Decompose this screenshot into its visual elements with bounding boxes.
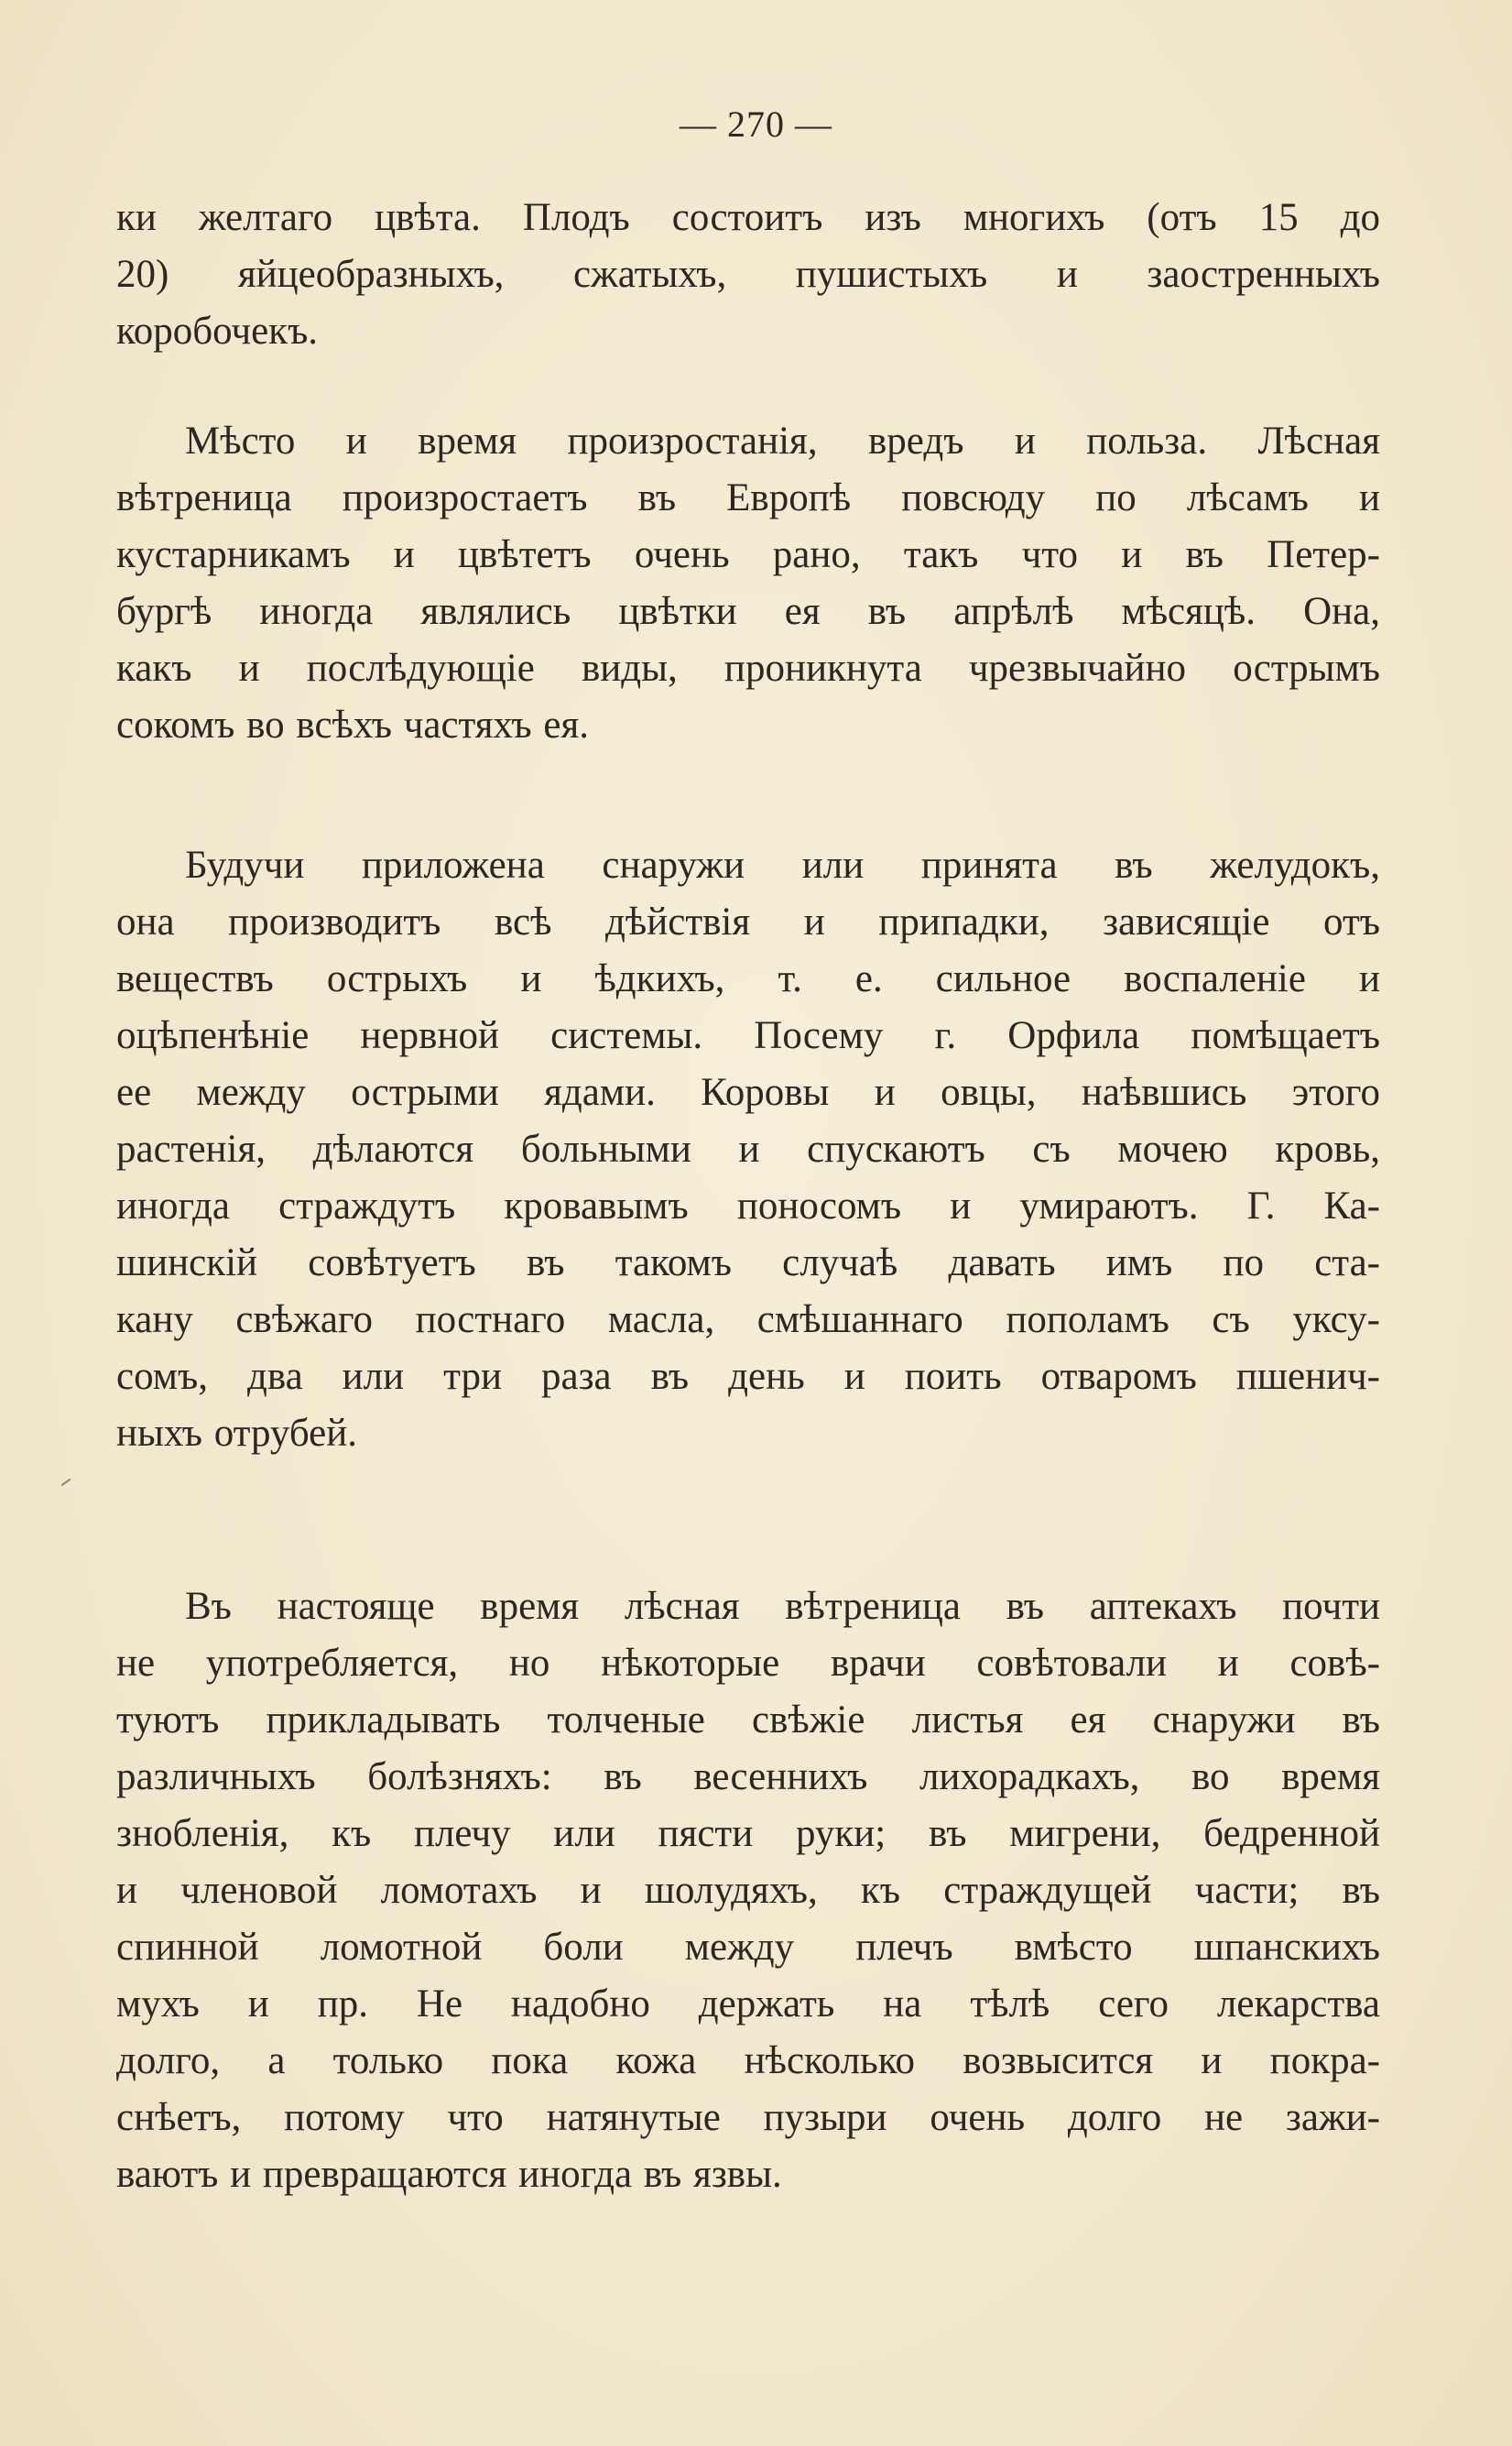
text-line: Мѣсто и время произростанія, вредъ и польза. Лѣсная xyxy=(185,420,1380,463)
text-line: знобленія, къ плечу или пясти руки; въ мигрени, бедренной xyxy=(116,1812,1380,1855)
text-line: коробочекъ. xyxy=(116,310,319,353)
text-line: какъ и послѣдующіе виды, проникнута чрезвычайно острымъ xyxy=(116,647,1380,690)
text-line: мухъ и пр. Не надобно держать на тѣлѣ сего лекарства xyxy=(116,1982,1380,2026)
text-line: различныхъ болѣзняхъ: въ весеннихъ лихорадкахъ, во время xyxy=(116,1755,1380,1798)
text-line: она производитъ всѣ дѣйствія и припадки, зависящіе отъ xyxy=(116,901,1380,944)
paragraph-3 xyxy=(116,837,1380,1462)
text-line: 20) яйцеобразныхъ, сжатыхъ, пушистыхъ и заостренныхъ xyxy=(116,253,1380,296)
text-line: вѣтреница произростаетъ въ Европѣ повсюду по лѣсамъ и xyxy=(116,476,1380,519)
page-number: — 270 — xyxy=(680,104,832,145)
text-line: ее между острыми ядами. Коровы и овцы, наѣвшись этого xyxy=(116,1071,1380,1114)
text-line: оцѣпенѣніе нервной системы. Посему г. Орфила помѣщаетъ xyxy=(116,1014,1380,1057)
text-line: кустарникамъ и цвѣтетъ очень рано, такъ что и въ Петер- xyxy=(116,533,1380,576)
text-line: спинной ломотной боли между плечъ вмѣсто шпанскихъ xyxy=(116,1926,1380,1969)
paragraph-4 xyxy=(116,1578,1380,2203)
text-line: снѣетъ, потому что натянутые пузыри очень долго не зажи- xyxy=(116,2096,1380,2139)
text-line: ки желтаго цвѣта. Плодъ состоитъ изъ многихъ (отъ 15 до xyxy=(116,196,1380,239)
text-line: ваютъ и превращаются иногда въ язвы. xyxy=(116,2153,782,2196)
text-line: не употребляется, но нѣкоторые врачи совѣтовали и совѣ- xyxy=(116,1642,1380,1685)
text-line: кану свѣжаго постнаго масла, смѣшаннаго пополамъ съ уксу- xyxy=(116,1298,1380,1341)
text-line: и членовой ломотахъ и шолудяхъ, къ страждущей части; въ xyxy=(116,1869,1380,1912)
text-line: веществъ острыхъ и ѣдкихъ, т. е. сильное воспаленіе и xyxy=(116,957,1380,1000)
paragraph-1 xyxy=(116,190,1380,360)
text-line: Будучи приложена снаружи или принята въ желудокъ, xyxy=(185,844,1380,887)
text-line: сокомъ во всѣхъ частяхъ ея. xyxy=(116,704,590,747)
text-line: сомъ, два или три раза въ день и поить отваромъ пшенич- xyxy=(116,1355,1380,1398)
text-line: шинскій совѣтуетъ въ такомъ случаѣ давать имъ по ста- xyxy=(116,1241,1380,1284)
text-line: иногда страждутъ кровавымъ поносомъ и умираютъ. Г. Ка- xyxy=(116,1185,1380,1228)
text-line: туютъ прикладывать толченые свѣжіе листья ея снаружи въ xyxy=(116,1698,1380,1742)
text-line: долго, а только пока кожа нѣсколько возвысится и покра- xyxy=(116,2039,1380,2082)
text-line: Въ настояще время лѣсная вѣтреница въ аптекахъ почти xyxy=(185,1585,1380,1628)
paragraph-2 xyxy=(116,413,1380,754)
text-line: бургѣ иногда являлись цвѣтки ея въ апрѣлѣ мѣсяцѣ. Она, xyxy=(116,590,1380,633)
text-line: ныхъ отрубей. xyxy=(116,1412,358,1455)
margin-mark xyxy=(61,1479,71,1487)
text-line: растенія, дѣлаются больными и спускаютъ съ мочею кровь, xyxy=(116,1128,1380,1171)
